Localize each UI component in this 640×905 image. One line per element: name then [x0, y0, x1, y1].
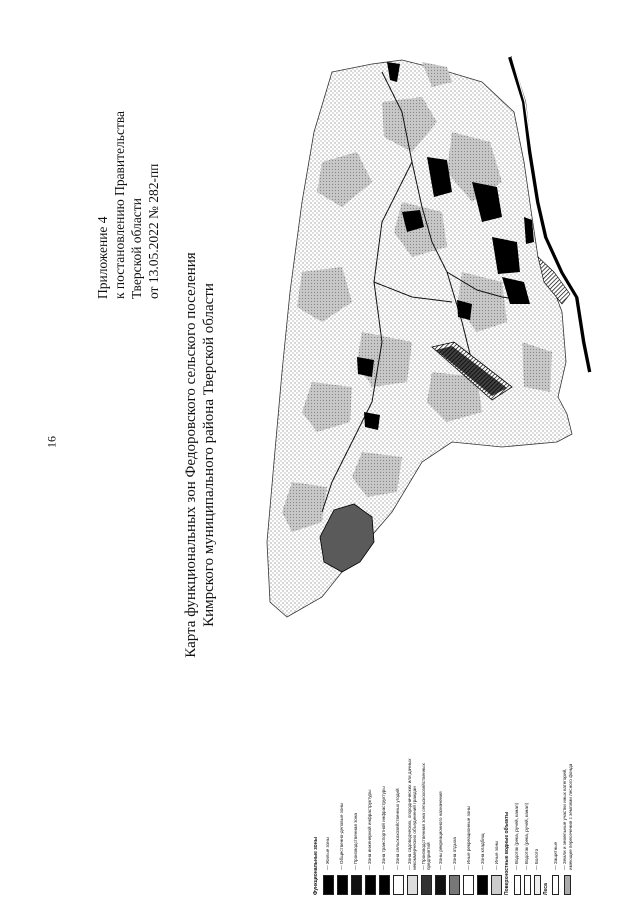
- legend-item: [351, 747, 362, 895]
- legend-item: [562, 747, 573, 895]
- legend-content: [312, 747, 612, 895]
- legend-item: [407, 747, 418, 895]
- legend-swatch: [323, 875, 334, 895]
- legend-swatch: [564, 875, 571, 895]
- legend-heading-water: Поверхностные водные объекты: [503, 811, 510, 895]
- legend-label: — Защитные: [553, 842, 559, 870]
- map-title-line: Кимрского муниципального района Тверской области: [201, 283, 217, 627]
- legend-label: — Зона транспортной инфраструктуры: [381, 786, 387, 870]
- legend-swatch: [393, 875, 404, 895]
- legend-swatch: [534, 875, 541, 895]
- map-legend: [312, 747, 612, 895]
- page-number: 16: [44, 436, 59, 448]
- legend-swatch: [491, 875, 502, 895]
- legend-item: [379, 747, 390, 895]
- legend-label: — Зона сельскохозяйственных угодий: [395, 788, 401, 870]
- legend-swatch: [514, 875, 521, 895]
- legend-item: [365, 747, 376, 895]
- legend-swatch: [449, 875, 460, 895]
- legend-swatch: [365, 875, 376, 895]
- legend-swatch: [351, 875, 362, 895]
- legend-swatch: [463, 875, 474, 895]
- appendix-line: Тверской области: [129, 198, 144, 300]
- legend-item: [524, 747, 531, 895]
- legend-item: [491, 747, 502, 895]
- legend-label: — Производственная зона сельскохозяйственных предприятий: [421, 747, 432, 870]
- appendix-header: [94, 111, 162, 299]
- legend-label: — Водоток (река, ручей, канал): [514, 803, 520, 870]
- legend-label: — Зона кладбищ: [480, 833, 486, 870]
- appendix-line: Приложение 4: [95, 216, 110, 300]
- appendix-line: от 13.05.2022 № 282-пп: [146, 163, 161, 300]
- legend-swatch: [552, 875, 559, 895]
- map-title: [182, 252, 218, 657]
- legend-label: — Болото: [534, 849, 540, 870]
- legend-item: [449, 747, 460, 895]
- legend-label: — Иные рекреационные зоны: [466, 806, 472, 870]
- legend-item: [552, 747, 559, 895]
- legend-item: [477, 747, 488, 895]
- legend-label: — Зона садоводческих, огороднических или дачных некоммерческих объединений граждан: [407, 747, 418, 870]
- legend-label: — Водоток (река, ручей, канал): [524, 803, 530, 870]
- legend-label: — Зоны рекреационного назначения: [438, 791, 444, 870]
- appendix-line: к постановлению Правительства: [112, 110, 127, 300]
- legend-label: — Земли и земельные участки иных категорий, имеющие пересечения с землями лесного фонда: [562, 747, 573, 870]
- legend-item: [393, 747, 404, 895]
- map-title-line: Карта функциональных зон Федоровского сельского поселения: [183, 252, 199, 658]
- legend-swatch: [379, 875, 390, 895]
- legend-label: — Общественно-деловые зоны: [339, 803, 345, 870]
- legend-heading-zones: Функциональные зоны: [313, 837, 319, 895]
- legend-label: — Зона инженерной инфраструктуры: [367, 790, 373, 870]
- map-drawing: [262, 42, 600, 630]
- legend-item: [435, 747, 446, 895]
- legend-swatch: [477, 875, 488, 895]
- settlement-boundary: [267, 60, 572, 617]
- legend-label: — Зона отдыха: [452, 837, 458, 870]
- legend-item: [337, 747, 348, 895]
- functional-zones-map: [262, 42, 600, 630]
- legend-label: — Жилые зоны: [325, 837, 331, 870]
- legend-label: — Производственная зона: [353, 813, 359, 870]
- legend-item: [463, 747, 474, 895]
- legend-item: [421, 747, 432, 895]
- legend-item: [534, 747, 541, 895]
- legend-swatch: [524, 875, 531, 895]
- legend-label: — Иные зоны: [494, 841, 500, 870]
- legend-swatch: [337, 875, 348, 895]
- legend-item: [514, 747, 521, 895]
- legend-item: [323, 747, 334, 895]
- legend-heading-forest: Леса: [542, 883, 549, 895]
- legend-swatch: [435, 875, 446, 895]
- legend-swatch: [421, 875, 432, 895]
- legend-swatch: [407, 875, 418, 895]
